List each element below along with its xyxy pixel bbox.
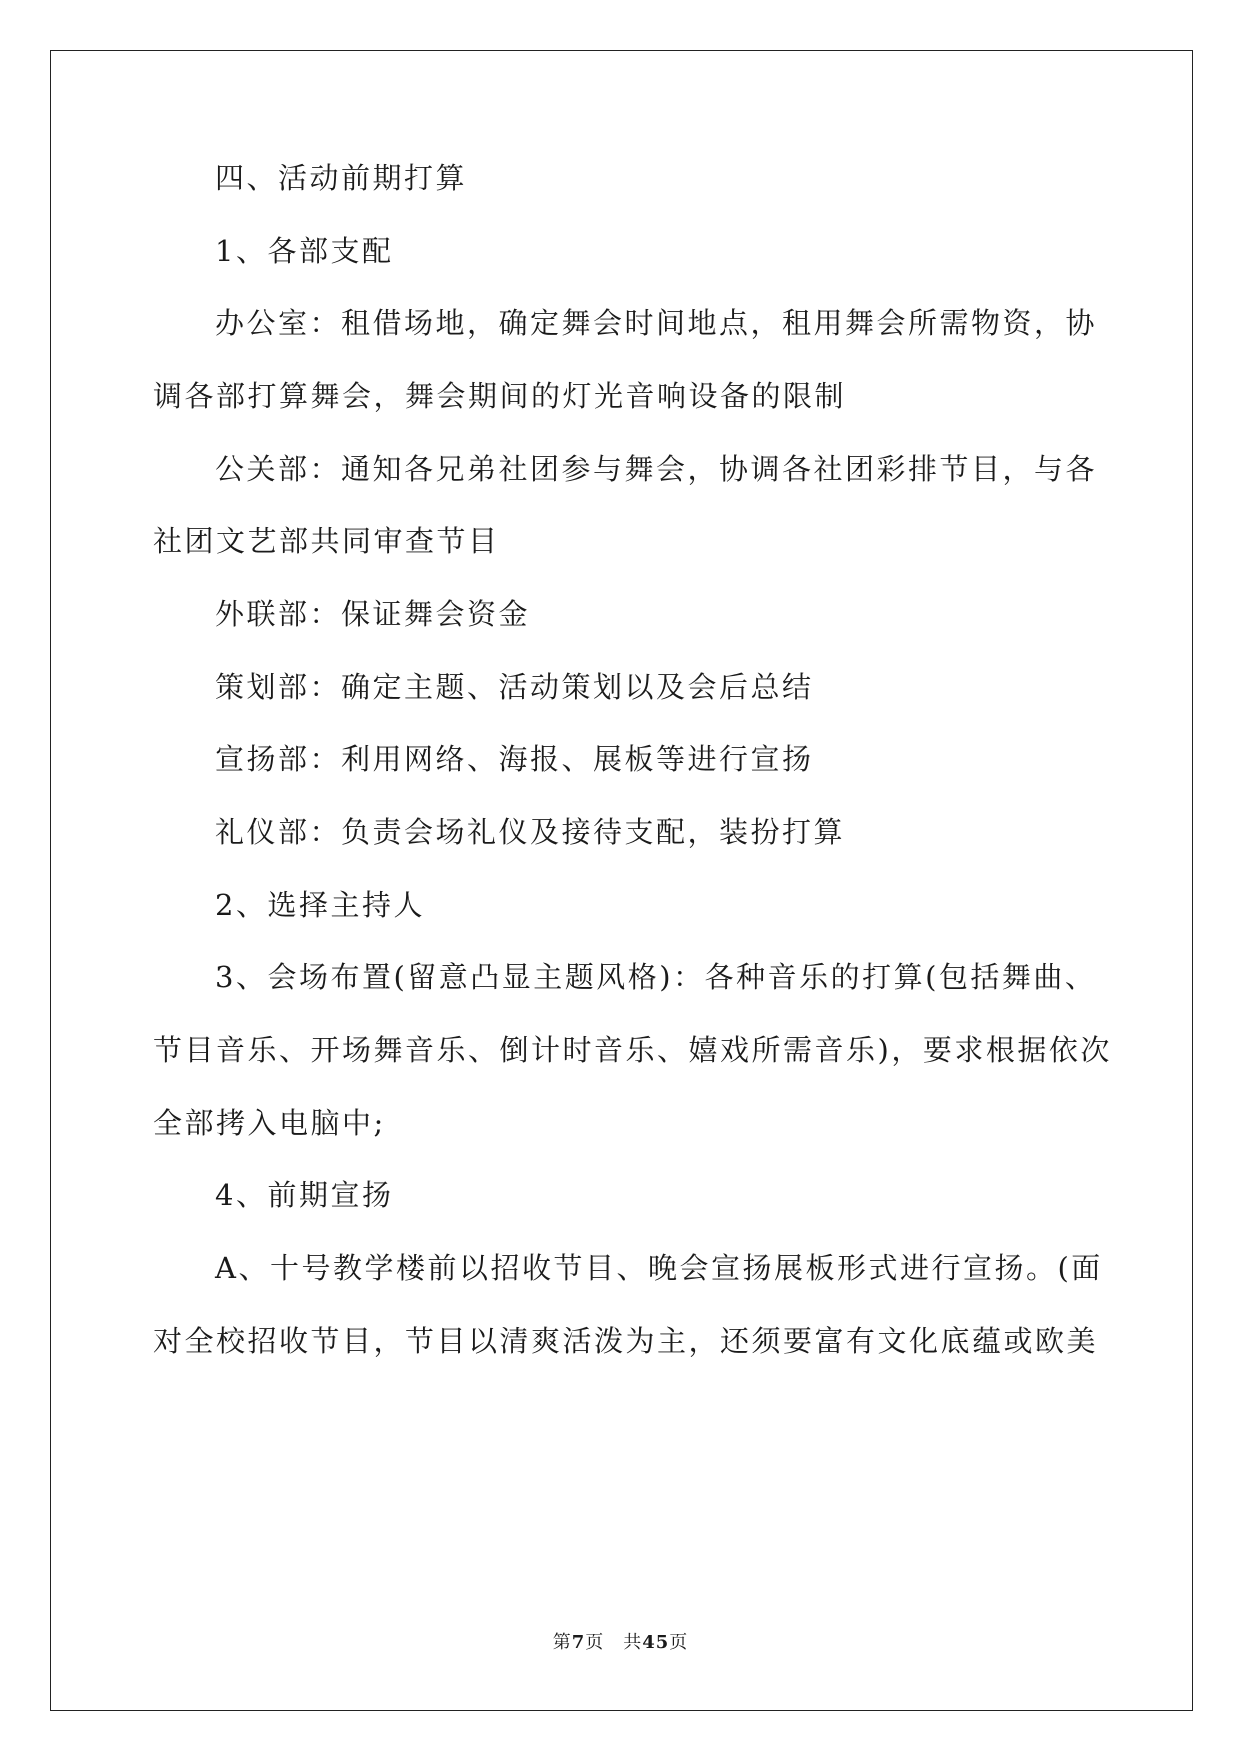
- paragraph-line: 节目音乐、开场舞音乐、倒计时音乐、嬉戏所需音乐)，要求根据依次: [153, 1033, 1112, 1067]
- page-number: 7: [571, 1632, 586, 1653]
- paragraph-line: 策划部：确定主题、活动策划以及会后总结: [215, 670, 814, 704]
- paragraph-line: 2、选择主持人: [215, 888, 425, 922]
- paragraph-line: 公关部：通知各兄弟社团参与舞会，协调各社团彩排节目，与各: [215, 452, 1098, 486]
- paragraph-line: 宣扬部：利用网络、海报、展板等进行宣扬: [215, 742, 814, 776]
- paragraph-line: 1、各部支配: [215, 234, 394, 268]
- footer-prefix: 第: [552, 1632, 572, 1653]
- paragraph-line: 礼仪部：负责会场礼仪及接待支配，装扮打算: [215, 815, 846, 849]
- paragraph-line: 办公室：租借场地，确定舞会时间地点，租用舞会所需物资，协: [215, 306, 1098, 340]
- footer-mid: 页 共: [585, 1632, 643, 1653]
- paragraph-line: 对全校招收节目，节目以清爽活泼为主，还须要富有文化底蕴或欧美: [153, 1324, 1099, 1358]
- footer-suffix: 页: [669, 1632, 689, 1653]
- paragraph-line: 外联部：保证舞会资金: [215, 597, 531, 631]
- paragraph-line: 调各部打算舞会，舞会期间的灯光音响设备的限制: [153, 379, 847, 413]
- paragraph-line: A、十号教学楼前以招收节目、晚会宣扬展板形式进行宣扬。(面: [215, 1251, 1103, 1285]
- page-footer: [0, 1628, 1241, 1654]
- paragraph-line: 社团文艺部共同审查节目: [153, 524, 500, 558]
- section-heading: 四、活动前期打算: [215, 161, 468, 195]
- page-border: [50, 50, 1193, 1711]
- paragraph-line: 3、会场布置(留意凸显主题风格)：各种音乐的打算(包括舞曲、: [215, 960, 1097, 994]
- paragraph-line: 4、前期宣扬: [215, 1178, 394, 1212]
- total-pages: 45: [642, 1632, 670, 1653]
- paragraph-line: 全部拷入电脑中;: [153, 1106, 386, 1140]
